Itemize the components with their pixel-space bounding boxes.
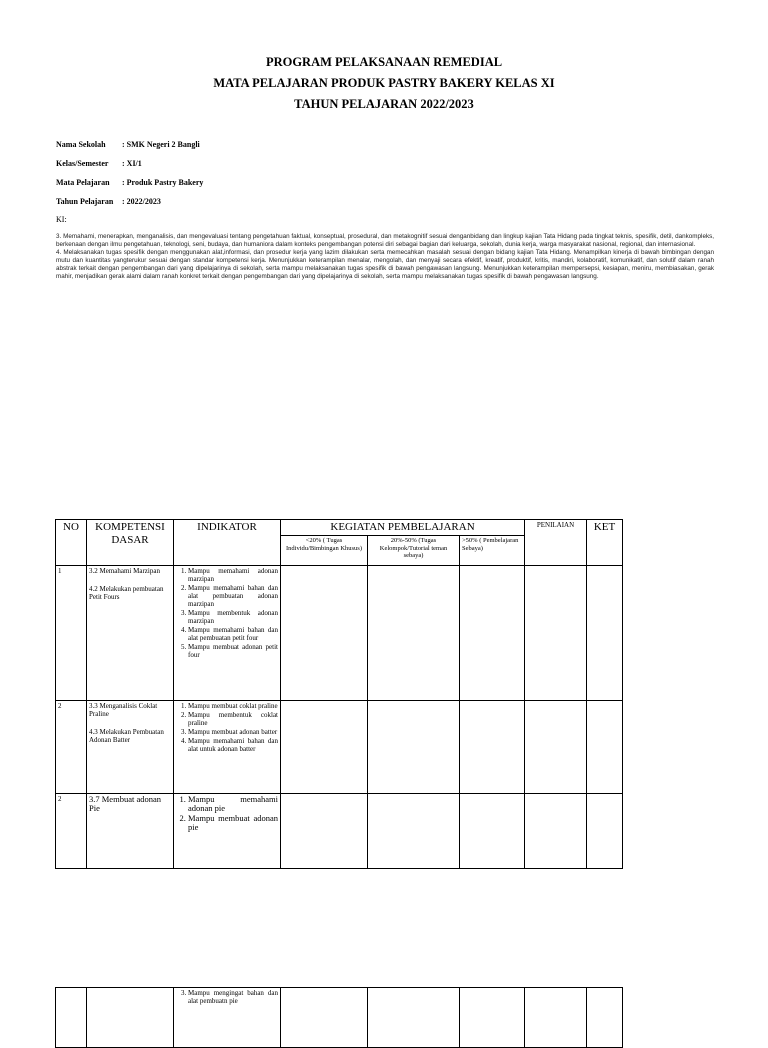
indikator-item: 1. Mampu memahami adonan marzipan xyxy=(188,567,278,583)
kd-item: 3.3 Menganalisis Coklat Praline xyxy=(89,702,158,718)
indikator-cell xyxy=(174,988,281,1048)
table-row xyxy=(56,701,623,794)
empty-cell xyxy=(460,988,525,1048)
ki-paragraph-4: 4. Melaksanakan tugas spesifik dengan menggunakan alat,informasi, dan prosedur kerja yang lazim dilakukan serta memecahkan masalah sesuai dengan bidang kajian Tata Hidang. Menampilkan kinerja di bawah bimbingan dengan mutu dan kuantitas yangterukur sesuai dengan standar kompetensi kerja. Menunjukkan keterampilan menalar, mengolah, dan menyaji secara efektif, kreatif, produktif, kritis, mandiri, kolaboratif, komunikatif, dan solutif dalam ranah abstrak terkait dengan pengembangan dari yang dipelajarinya di sekolah, serta mampu melaksanakan tugas spesifik di bawah pengawasan langsung. Menunjukkan keterampilan mempersepsi, kesiapan, meniru, membiasakan, gerak mahir, menjadikan gerak alami dalam ranah konkret terkait dengan pengembangan dari yang dipelajarinya di sekolah, serta mampu melaksanakan tugas spesifik di bawah pengawasan langsung. xyxy=(56,248,714,280)
info-value: : 2022/2023 xyxy=(122,197,161,206)
header-penilaian: PENILAIAN xyxy=(525,520,587,566)
empty-cell xyxy=(281,988,368,1048)
indikator-item: 5. Mampu membuat adonan petit four xyxy=(188,643,278,659)
document-title-line-3: TAHUN PELAJARAN 2022/2023 xyxy=(294,97,474,111)
empty-cell xyxy=(587,566,623,701)
empty-cell xyxy=(368,794,460,869)
header-kompetensi-dasar: KOMPETENSI DASAR xyxy=(87,520,174,566)
empty-cell xyxy=(525,794,587,869)
remedial-table xyxy=(55,519,623,869)
info-label: Mata Pelajaran xyxy=(56,178,110,187)
empty-cell xyxy=(587,794,623,869)
kompetensi-dasar-cell xyxy=(87,566,174,701)
kd-item: 4.3 Melakukan Pembuatan Adonan Batter xyxy=(89,728,164,744)
document-title-line-2: MATA PELAJARAN PRODUK PASTRY BAKERY KELAS XI xyxy=(213,76,555,90)
kompetensi-dasar-cell xyxy=(87,794,174,869)
empty-cell xyxy=(87,988,174,1048)
empty-cell xyxy=(368,701,460,794)
indikator-cell xyxy=(174,794,281,869)
info-year xyxy=(56,197,161,206)
document-title-line-1: PROGRAM PELAKSANAAN REMEDIAL xyxy=(265,55,503,69)
indikator-item: 3. Mampu mengingat bahan dan alat pembuatn pie xyxy=(188,989,278,1005)
indikator-cell xyxy=(174,566,281,701)
empty-cell xyxy=(368,566,460,701)
indikator-item: 2. Mampu membuat adonan pie xyxy=(188,814,278,832)
empty-cell xyxy=(525,701,587,794)
ki-text xyxy=(56,233,714,280)
indikator-item: 3. Mampu membuat adonan batter xyxy=(188,728,278,736)
empty-cell xyxy=(281,566,368,701)
empty-cell xyxy=(281,701,368,794)
empty-cell xyxy=(460,794,525,869)
header-kegiatan: KEGIATAN PEMBELAJARAN xyxy=(281,520,525,536)
info-school xyxy=(56,140,200,149)
info-label: Nama Sekolah xyxy=(56,140,106,149)
header-sub-group: 20%-50% (Tugas Kelompok/Tutorial teman sebaya) xyxy=(368,536,460,566)
empty-cell xyxy=(587,701,623,794)
info-class xyxy=(56,159,142,168)
indikator-list-continued xyxy=(176,989,278,1005)
remedial-table-continued xyxy=(55,987,623,1048)
indikator-item: 1. Mampu membuat coklat praline xyxy=(188,702,278,710)
table-row xyxy=(56,566,623,701)
ki-label: KI: xyxy=(56,215,67,224)
indikator-item: 3. Mampu membentuk adonan marzipan xyxy=(188,609,278,625)
kd-item: 4.2 Melakukan pembuatan Petit Fours xyxy=(89,585,164,601)
header-no: NO xyxy=(56,520,87,566)
info-value: : XI/1 xyxy=(122,159,142,168)
row-number: 1 xyxy=(56,566,87,701)
table-row xyxy=(56,794,623,869)
ki-paragraph-3: 3. Memahami, menerapkan, menganalisis, dan mengevaluasi tentang pengetahuan faktual, konseptual, prosedural, dan metakognitif sesuai denganbidang dan lingkup kajian Tata Hidang pada tingkat teknis, spesifik, detil, dankompleks, berkenaan dengan ilmu pengetahuan, teknologi, seni, budaya, dan humaniora dalam konteks pengembangan potensi diri sebagai bagian dari keluarga, sekolah, dunia kerja, warga masyarakat nasional, regional, dan internasional. xyxy=(56,233,714,248)
empty-cell xyxy=(460,701,525,794)
info-label: Kelas/Semester xyxy=(56,159,109,168)
empty-cell xyxy=(281,794,368,869)
header-ket: KET xyxy=(587,520,623,566)
empty-cell xyxy=(460,566,525,701)
row-number: 2 xyxy=(56,701,87,794)
indikator-item: 4. Mampu memahami bahan dan alat pembuatan petit four xyxy=(188,626,278,642)
header-indikator: INDIKATOR xyxy=(174,520,281,566)
header-sub-individual: <20% ( Tugas Individu/Bimbingan Khusus) xyxy=(281,536,368,566)
table-row xyxy=(56,988,623,1048)
header-sub-peer: >50% ( Pembelajaran Sebaya) xyxy=(460,536,525,566)
empty-cell xyxy=(368,988,460,1048)
indikator-item: 2. Mampu memahami bahan dan alat pembuatan adonan marzipan xyxy=(188,584,278,608)
indikator-item: 2. Mampu membentuk coklat praline xyxy=(188,711,278,727)
empty-cell xyxy=(587,988,623,1048)
indikator-cell xyxy=(174,701,281,794)
info-subject xyxy=(56,178,203,187)
kompetensi-dasar-cell xyxy=(87,701,174,794)
kd-item: 3.2 Memahami Marzipan xyxy=(89,567,160,575)
empty-cell xyxy=(525,988,587,1048)
empty-cell xyxy=(525,566,587,701)
indikator-item: 1. Mampu memahami adonan pie xyxy=(188,795,278,813)
empty-cell xyxy=(56,988,87,1048)
info-label: Tahun Pelajaran xyxy=(56,197,114,206)
row-number: 2 xyxy=(56,794,87,869)
info-value: : Produk Pastry Bakery xyxy=(122,178,204,187)
info-value: : SMK Negeri 2 Bangli xyxy=(122,140,200,149)
kd-item: 3.7 Membuat adonan Pie xyxy=(89,794,161,813)
indikator-item: 4. Mampu memahami bahan dan alat untuk adonan batter xyxy=(188,737,278,753)
